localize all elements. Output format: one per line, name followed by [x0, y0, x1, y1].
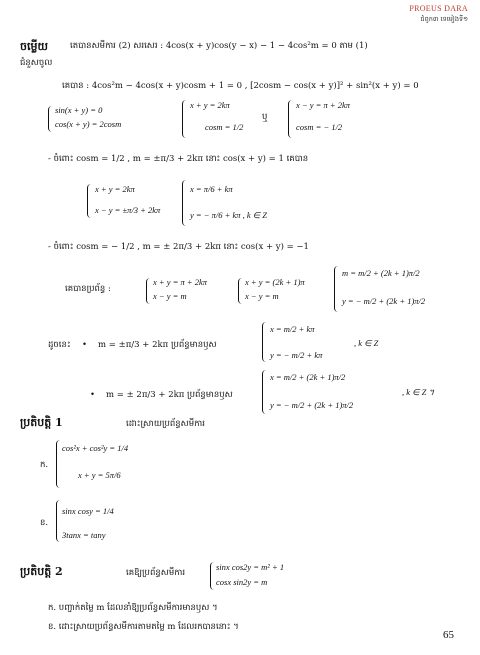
bullet1-dot: •	[82, 340, 88, 350]
sys-b-row2: cosm = 1/2	[205, 122, 244, 132]
sys-g-row1: x + y = (2k + 1)π	[245, 277, 305, 287]
equation-line1: គេបាន : 4cos²m − 4cos(x + y)cosm + 1 = 0 , [2cosm − cos(x + y)]² + sin²(x + y) = 0	[62, 81, 419, 91]
or-word: ឬ	[262, 112, 268, 122]
ex1-b-label: ខ.	[40, 518, 49, 528]
brace	[56, 500, 61, 542]
exercise1-label: ប្រតិបត្តិ 1	[20, 416, 63, 429]
ex2-question-a: ក. បញ្ជាក់តម្លៃ m ដែលនាំឱ្យប្រព័ន្ធសមីការមានឫស ។	[48, 603, 218, 613]
sys-a-row2: cos(x + y) = 2cosm	[55, 119, 122, 129]
solution-intro2: ជំនួសចូល	[20, 58, 53, 68]
brace	[182, 100, 187, 138]
sys-j-row2: y = − m/2 + (2k + 1)π/2	[270, 400, 354, 410]
header-brand: PROEUS DARA	[409, 4, 468, 13]
brace	[262, 370, 267, 414]
brace	[334, 266, 339, 312]
sys-e-row1: x = π/6 + kπ	[190, 184, 233, 194]
page-number: 65	[443, 629, 454, 641]
ex1-a-row2: x + y = 5π/6	[78, 470, 121, 480]
ex2-question-b: ខ. ដោះស្រាយប្រព័ន្ធសមីការតាមតម្លៃ m ដែលរកបាននោះ ។	[48, 622, 239, 632]
sys-e-row2: y = − π/6 + kπ , k ∈ Z	[190, 210, 268, 220]
sys-g-row2: x − y = m	[245, 291, 279, 301]
bullet2-text: m = ± 2π/3 + 2kπ ប្រព័ន្ធមានឫស	[106, 390, 233, 400]
brace	[87, 184, 92, 218]
sys-j-row1: x = m/2 + (2k + 1)π/2	[270, 372, 346, 382]
sys-f-row2: x − y = m	[153, 291, 187, 301]
got-system-label: គេបានប្រព័ន្ធ :	[65, 284, 111, 294]
sys-f-row1: x + y = π + 2kπ	[153, 277, 208, 287]
ex2-row1: sinx cos2y = m² + 1	[216, 562, 285, 572]
kz2: , k ∈ Z ។	[402, 387, 435, 397]
ex2-row2: cosx sin2y = m	[216, 577, 268, 587]
sys-i-row2: y = − m/2 + kπ	[270, 350, 323, 360]
brace	[146, 278, 151, 304]
brace	[48, 106, 53, 132]
solution-intro: តេបានសមីការ (2) សរសេរ : 4cos(x + y)cos(y − x) − 1 − 4cos²m = 0 តាម (1)	[70, 41, 368, 51]
so-label: ដូចនេះ	[48, 340, 71, 350]
bullet1-text: m = ±π/3 + 2kπ ប្រព័ន្ធមានឫស	[98, 340, 217, 350]
ex1-b-row1: sinx cosy = 1/4	[62, 506, 114, 516]
brace	[56, 440, 61, 488]
sys-c-row1: x − y = π + 2kπ	[296, 100, 351, 110]
header-subtitle: ជំពូក៣ ទេមៀងទី១	[420, 15, 468, 23]
sys-d-row1: x + y = 2kπ	[95, 184, 135, 194]
sys-c-row2: cosm = − 1/2	[296, 122, 343, 132]
bullet2-dot: •	[90, 390, 96, 400]
sys-i-row1: x = m/2 + kπ	[270, 324, 315, 334]
brace	[238, 278, 243, 304]
ex1-a-row1: cos²x + cos²y = 1/4	[62, 443, 129, 453]
ex1-a-label: ក.	[40, 460, 49, 470]
brace	[288, 100, 293, 138]
sys-b-row1: x + y = 2kπ	[190, 100, 230, 110]
exercise2-title: គេឱ្យប្រព័ន្ធសមីការ	[126, 568, 186, 578]
sys-d-row2: x − y = ±π/3 + 2kπ	[95, 205, 161, 215]
brace	[210, 562, 215, 590]
exercise2-label: ប្រតិបត្តិ 2	[20, 565, 63, 578]
exercise1-title: ដោះស្រាយប្រព័ន្ធសមីការ	[126, 419, 205, 429]
sys-a-row1: sin(x + y) = 0	[55, 105, 103, 115]
case2-text: - ចំពោះ cosm = − 1/2 , m = ± 2π/3 + 2kπ នោះ cos(x + y) = −1	[48, 242, 309, 252]
brace	[262, 322, 267, 362]
ex1-b-row2: 3tanx = tany	[62, 530, 106, 540]
kz1: , k ∈ Z	[354, 338, 379, 348]
case1-text: - ចំពោះ cosm = 1/2 , m = ±π/3 + 2kπ នោះ cos(x + y) = 1 គេបាន	[48, 154, 309, 164]
brace	[182, 180, 187, 226]
solution-label: ចម្លើយ	[20, 40, 48, 53]
sys-h-row1: m = m/2 + (2k + 1)π/2	[342, 268, 420, 278]
sys-h-row2: y = − m/2 + (2k + 1)π/2	[342, 296, 426, 306]
